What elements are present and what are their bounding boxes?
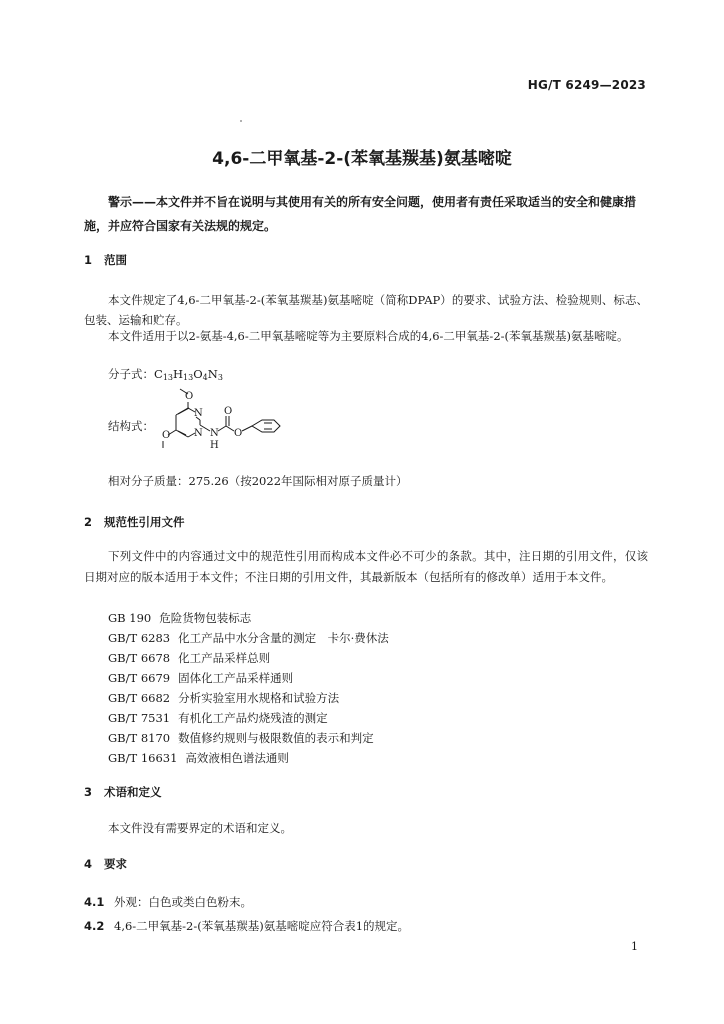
section-title: 术语和定义 [104,785,162,799]
atom-n-ring-1: N [194,408,203,419]
section-title: 规范性引用文件 [104,515,185,529]
section-number: 2 [84,515,93,529]
reference-item [108,670,293,686]
formula-c-count: 13 [162,373,173,382]
atom-o-bottom: O [162,430,171,441]
atom-o-top: O [185,391,194,402]
atom-n-ring-2: N [194,428,203,439]
formula-h: H [173,367,184,381]
reference-item [108,710,328,726]
reference-item [108,750,289,766]
requirement-item [84,894,252,910]
reference-code: GB/T 6283 [108,631,171,645]
reference-name: 固体化工产品采样通则 [178,671,294,685]
section-4-heading [84,856,127,872]
section-title: 范围 [104,253,127,267]
reference-item [108,630,389,646]
reference-code: GB 190 [108,611,152,625]
atom-o-ester: O [234,428,243,439]
item-text: 4,6-二甲氧基-2-(苯氧基羰基)氨基嘧啶应符合表1的规定。 [114,919,410,933]
reference-name: 化工产品中水分含量的测定 卡尔·费休法 [178,631,389,645]
reference-name: 高效液相色谱法通则 [185,751,289,765]
structural-formula-diagram [148,386,298,466]
section-1-heading [84,252,127,268]
item-text: 外观：白色或类白色粉末。 [114,895,252,909]
atom-n-amide: N [210,428,219,439]
reference-code: GB/T 7531 [108,711,171,725]
standard-number: HG/T 6249—2023 [527,78,646,92]
formula-n: N [207,367,218,381]
formula-c: C [154,367,163,381]
atom-h-amide: H [210,440,219,451]
relative-molecular-mass: 相对分子质量：275.26（按2022年国际相对原子质量计） [108,474,408,488]
section-2-heading [84,514,185,530]
item-number: 4.1 [84,895,105,909]
formula-o: O [193,367,203,381]
formula-o-count: 4 [202,373,208,382]
reference-item [108,610,251,626]
scope-paragraph-1: 本文件规定了4,6-二甲氧基-2-(苯氧基羰基)氨基嘧啶（简称DPAP）的要求、试验方法、检验规则、标志、包装、运输和贮存。 [84,293,648,327]
reference-name: 分析实验室用水规格和试验方法 [178,691,340,705]
reference-item [108,730,374,746]
section-number: 4 [84,857,93,871]
scope-paragraph-2: 本文件适用于以2-氨基-4,6-二甲氧基嘧啶等为主要原料合成的4,6-二甲氧基-2-(苯氧基羰基)氨基嘧啶。 [108,329,629,343]
reference-code: GB/T 6679 [108,671,171,685]
molecular-formula [108,366,223,382]
document-title: 4,6-二甲氧基-2-(苯氧基羰基)氨基嘧啶 [212,149,512,169]
warning-paragraph: 警示——本文件并不旨在说明与其使用有关的所有安全问题，使用者有责任采取适当的安全和健康措施，并应符合国家有关法规的规定。 [84,195,637,233]
scan-speck [240,120,242,122]
normative-references-intro: 下列文件中的内容通过文中的规范性引用而构成本文件必不可少的条款。其中，注日期的引用文件，仅该日期对应的版本适用于本文件；不注日期的引用文件，其最新版本（包括所有的修改单）适用于本文件。 [84,549,648,584]
section-3-heading [84,784,162,800]
reference-name: 数值修约规则与极限数值的表示和判定 [178,731,374,745]
reference-item [108,690,339,706]
formula-h-count: 13 [183,373,194,382]
structure-label: 结构式： [108,419,154,433]
section-number: 1 [84,253,93,267]
page-number: 1 [631,940,638,953]
reference-code: GB/T 6682 [108,691,171,705]
requirement-item [84,918,409,934]
terms-paragraph: 本文件没有需要界定的术语和定义。 [108,821,292,835]
section-number: 3 [84,785,93,799]
reference-code: GB/T 6678 [108,651,171,665]
reference-item [108,650,270,666]
reference-code: GB/T 16631 [108,751,178,765]
reference-name: 危险货物包装标志 [159,611,252,625]
reference-name: 化工产品采样总则 [178,651,271,665]
reference-name: 有机化工产品灼烧残渣的测定 [178,711,328,725]
formula-n-count: 3 [217,373,223,382]
item-number: 4.2 [84,919,105,933]
formula-label: 分子式： [108,367,154,381]
reference-code: GB/T 8170 [108,731,171,745]
atom-o-carbonyl: O [224,406,233,417]
section-title: 要求 [104,857,127,871]
